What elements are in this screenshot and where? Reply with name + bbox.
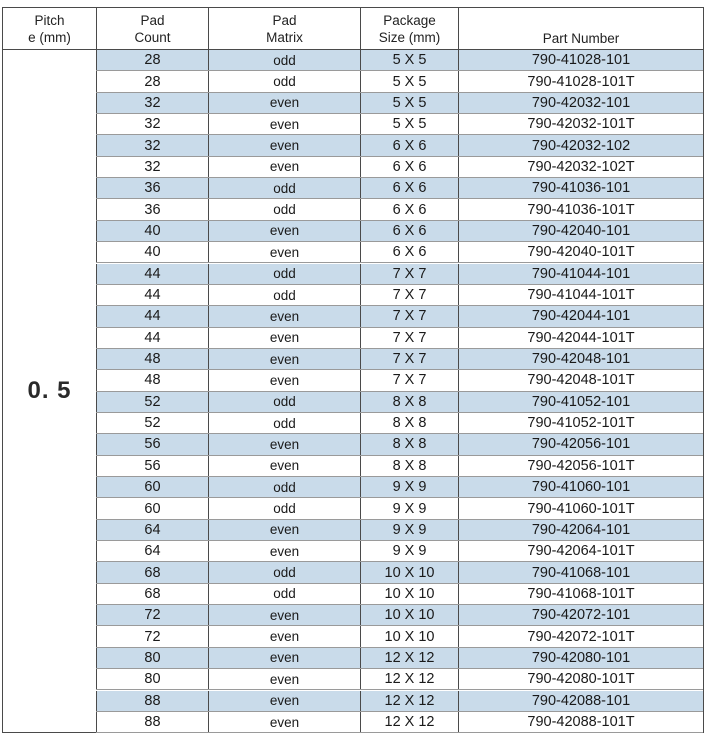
cell-size: 8 X 8 [360,392,458,412]
header-pitch-line2: e (mm) [28,30,71,45]
cell-matrix: even [208,221,360,241]
cell-count: 60 [96,477,208,497]
cell-count: 68 [96,562,208,582]
header-pad-count [96,8,208,50]
cell-matrix: even [208,648,360,668]
table-row [96,626,703,647]
cell-count: 56 [96,456,208,476]
cell-size: 5 X 5 [360,114,458,134]
header-package-size [360,8,458,50]
table-row [96,477,703,498]
cell-size: 9 X 9 [360,541,458,561]
table-row [96,498,703,519]
cell-matrix: odd [208,392,360,412]
table-row [96,584,703,605]
table-row [96,285,703,306]
header-pitch-line1: Pitch [34,13,65,28]
cell-part: 790-41044-101T [458,285,703,305]
cell-part: 790-41028-101 [458,50,703,70]
cell-matrix: even [208,456,360,476]
cell-matrix: even [208,605,360,625]
header-size-line1: Package [383,13,436,28]
cell-size: 7 X 7 [360,370,458,390]
cell-part: 790-42048-101 [458,349,703,369]
cell-matrix: even [208,306,360,326]
cell-size: 5 X 5 [360,50,458,70]
header-count-line2: Count [134,30,171,45]
table-row [96,242,703,263]
cell-count: 32 [96,114,208,134]
cell-part: 790-42032-102T [458,157,703,177]
table-row [96,712,703,733]
cell-size: 12 X 12 [360,648,458,668]
cell-count: 44 [96,306,208,326]
header-matrix-line2: Matrix [266,30,303,45]
cell-matrix: odd [208,285,360,305]
cell-count: 48 [96,370,208,390]
cell-matrix: even [208,691,360,711]
table-row [96,691,703,712]
cell-matrix: even [208,157,360,177]
cell-part: 790-42080-101 [458,648,703,668]
table-row [96,392,703,413]
cell-size: 7 X 7 [360,328,458,348]
table-row [96,93,703,114]
cell-part: 790-41052-101T [458,413,703,433]
cell-count: 44 [96,285,208,305]
cell-size: 10 X 10 [360,584,458,604]
cell-part: 790-42032-102 [458,135,703,155]
cell-size: 8 X 8 [360,434,458,454]
cell-matrix: even [208,541,360,561]
cell-matrix: odd [208,264,360,284]
table-row [96,50,703,71]
header-pad-matrix [208,8,360,50]
cell-count: 52 [96,392,208,412]
table-row [96,178,703,199]
cell-matrix: even [208,669,360,689]
cell-matrix: odd [208,50,360,70]
cell-part: 790-41060-101 [458,477,703,497]
cell-matrix: odd [208,498,360,518]
cell-count: 32 [96,157,208,177]
cell-part: 790-41036-101 [458,178,703,198]
cell-part: 790-42032-101 [458,93,703,113]
cell-count: 28 [96,50,208,70]
cell-matrix: even [208,520,360,540]
cell-size: 7 X 7 [360,285,458,305]
cell-count: 44 [96,264,208,284]
cell-size: 12 X 12 [360,691,458,711]
table-row [96,370,703,391]
header-pitch [3,8,96,50]
cell-matrix: even [208,626,360,646]
cell-part: 790-41044-101 [458,264,703,284]
cell-matrix: even [208,349,360,369]
cell-count: 60 [96,498,208,518]
cell-part: 790-41052-101 [458,392,703,412]
table-row [96,114,703,135]
table-row [96,434,703,455]
cell-size: 8 X 8 [360,456,458,476]
pitch-value: 0. 5 [27,377,72,404]
cell-matrix: odd [208,562,360,582]
cell-matrix: even [208,370,360,390]
cell-part: 790-42040-101T [458,242,703,262]
cell-count: 32 [96,135,208,155]
cell-part: 790-42080-101T [458,669,703,689]
cell-size: 7 X 7 [360,306,458,326]
cell-count: 64 [96,541,208,561]
header-size-line2: Size (mm) [378,30,441,45]
part-number-table [2,7,704,733]
cell-size: 8 X 8 [360,413,458,433]
table-row [96,157,703,178]
cell-count: 36 [96,178,208,198]
cell-part: 790-42040-101 [458,221,703,241]
cell-count: 40 [96,242,208,262]
cell-size: 6 X 6 [360,199,458,219]
cell-part: 790-42032-101T [458,114,703,134]
cell-matrix: odd [208,71,360,91]
cell-count: 56 [96,434,208,454]
table-row [96,562,703,583]
cell-part: 790-42088-101 [458,691,703,711]
cell-matrix: odd [208,477,360,497]
cell-matrix: even [208,242,360,262]
table-row [96,71,703,92]
cell-part: 790-41068-101T [458,584,703,604]
header-matrix-line1: Pad [272,13,297,28]
cell-size: 10 X 10 [360,605,458,625]
cell-matrix: odd [208,584,360,604]
cell-part: 790-42044-101T [458,328,703,348]
table-row [96,541,703,562]
cell-part: 790-42048-101T [458,370,703,390]
cell-size: 6 X 6 [360,178,458,198]
cell-count: 80 [96,648,208,668]
cell-size: 7 X 7 [360,349,458,369]
cell-matrix: even [208,114,360,134]
cell-count: 80 [96,669,208,689]
cell-matrix: odd [208,178,360,198]
table-row [96,328,703,349]
table-row [96,413,703,434]
cell-matrix: even [208,328,360,348]
cell-matrix: even [208,434,360,454]
pitch-value-cell [3,50,96,732]
cell-matrix: odd [208,413,360,433]
cell-count: 44 [96,328,208,348]
cell-matrix: even [208,712,360,732]
cell-count: 36 [96,199,208,219]
table-row [96,605,703,626]
cell-count: 72 [96,626,208,646]
cell-count: 52 [96,413,208,433]
cell-size: 9 X 9 [360,520,458,540]
cell-matrix: even [208,93,360,113]
cell-size: 5 X 5 [360,71,458,91]
cell-part: 790-42064-101 [458,520,703,540]
header-part-label: Part Number [542,31,620,46]
cell-size: 12 X 12 [360,669,458,689]
cell-count: 88 [96,691,208,711]
cell-part: 790-41068-101 [458,562,703,582]
cell-part: 790-42044-101 [458,306,703,326]
cell-size: 6 X 6 [360,221,458,241]
cell-part: 790-42064-101T [458,541,703,561]
cell-size: 5 X 5 [360,93,458,113]
table-row [96,306,703,327]
cell-part: 790-42056-101T [458,456,703,476]
cell-part: 790-41036-101T [458,199,703,219]
cell-part: 790-42072-101T [458,626,703,646]
cell-count: 32 [96,93,208,113]
cell-matrix: even [208,135,360,155]
table-body [96,50,703,732]
cell-count: 28 [96,71,208,91]
cell-size: 7 X 7 [360,264,458,284]
table-row [96,221,703,242]
cell-size: 9 X 9 [360,477,458,497]
table-row [96,199,703,220]
header-part-number [458,8,703,50]
cell-part: 790-42072-101 [458,605,703,625]
cell-matrix: odd [208,199,360,219]
cell-size: 9 X 9 [360,498,458,518]
cell-size: 12 X 12 [360,712,458,732]
table-row [96,648,703,669]
cell-size: 10 X 10 [360,626,458,646]
cell-part: 790-42056-101 [458,434,703,454]
table-row [96,135,703,156]
table-row [96,349,703,370]
cell-count: 40 [96,221,208,241]
cell-count: 48 [96,349,208,369]
cell-part: 790-42088-101T [458,712,703,732]
cell-count: 64 [96,520,208,540]
cell-count: 72 [96,605,208,625]
cell-size: 6 X 6 [360,157,458,177]
header-count-line1: Pad [140,13,165,28]
table-row [96,520,703,541]
cell-size: 6 X 6 [360,242,458,262]
cell-count: 88 [96,712,208,732]
cell-part: 790-41028-101T [458,71,703,91]
cell-size: 6 X 6 [360,135,458,155]
table-row [96,264,703,285]
table-row [96,456,703,477]
cell-size: 10 X 10 [360,562,458,582]
cell-part: 790-41060-101T [458,498,703,518]
table-row [96,669,703,690]
table-header [3,8,703,50]
cell-count: 68 [96,584,208,604]
